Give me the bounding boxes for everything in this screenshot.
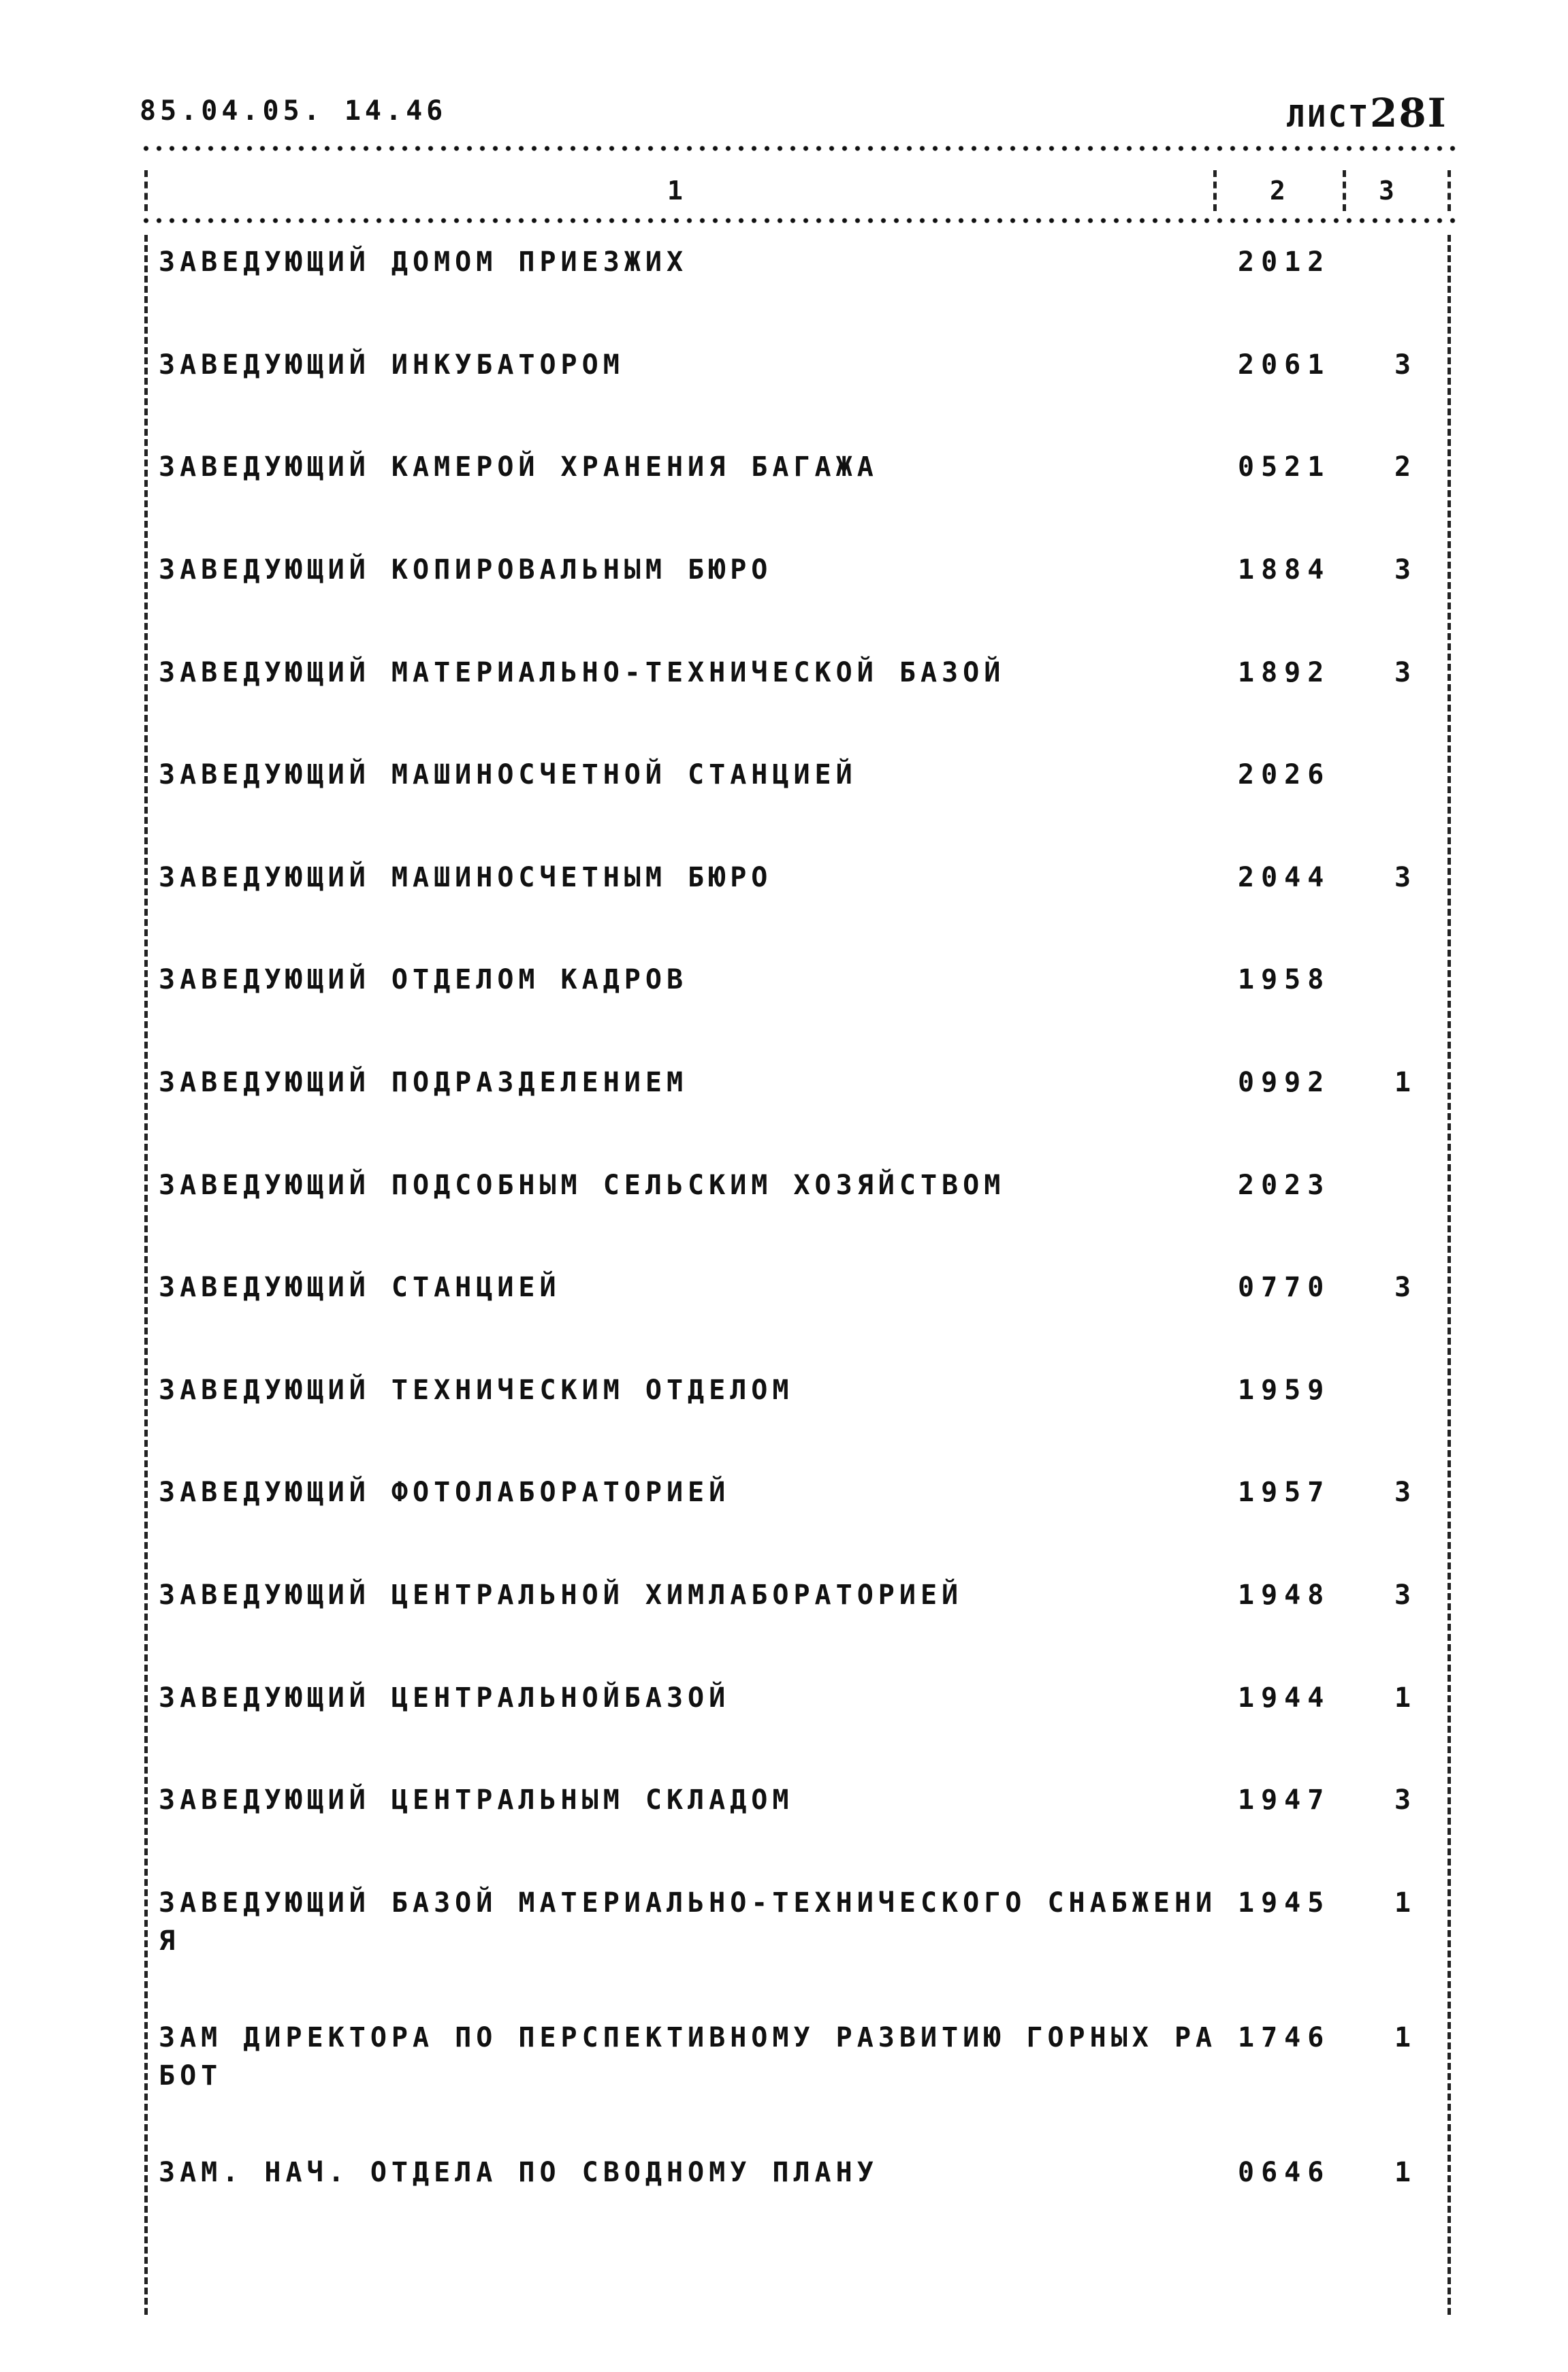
job-code: 1884 [1238,554,1331,586]
col-divider-1-head [1213,170,1217,211]
job-category: 3 [1394,1477,1411,1508]
job-code: 1948 [1238,1580,1331,1611]
header-star-rule [140,217,1457,225]
job-code: 1959 [1238,1375,1331,1406]
sheet-number: 28I [1369,90,1447,136]
job-category: 3 [1394,1272,1411,1303]
job-title: ЗАМ. НАЧ. ОТДЕЛА ПО СВОДНОМУ ПЛАНУ [159,2157,878,2188]
job-code: 0770 [1238,1272,1331,1303]
job-category: 3 [1394,1784,1411,1816]
col-divider-2-head [1343,170,1346,211]
sheet-label: ЛИСТ [1287,99,1370,134]
job-category: 1 [1394,2157,1411,2188]
sheet-header [1287,90,1447,136]
table-row [0,1473,1568,1569]
job-code: 0646 [1238,2157,1331,2188]
table-row [0,551,1568,646]
table-row [0,1063,1568,1159]
job-title: ЗАВЕДУЮЩИЙ КОПИРОВАЛЬНЫМ БЮРО [159,554,773,586]
job-title: ЗАВЕДУЮЩИЙ ОТДЕЛОМ КАДРОВ [159,964,688,995]
table-row [0,346,1568,441]
job-title: ЗАВЕДУЮЩИЙ МАТЕРИАЛЬНО-ТЕХНИЧЕСКОЙ БАЗОЙ [159,657,1006,688]
job-category: 2 [1394,451,1411,483]
table-row [0,2153,1568,2249]
job-category: 3 [1394,1580,1411,1611]
job-code: 1945 [1238,1887,1331,1919]
job-category: 3 [1394,657,1411,688]
job-title: ЗАВЕДУЮЩИЙ КАМЕРОЙ ХРАНЕНИЯ БАГАЖА [159,451,878,483]
column-header-2: 2 [1270,176,1285,206]
job-title: ЗАВЕДУЮЩИЙ ФОТОЛАБОРАТОРИЕЙ [159,1477,731,1508]
job-category: 3 [1394,349,1411,381]
job-title: ЗАВЕДУЮЩИЙ МАШИНОСЧЕТНОЙ СТАНЦИЕЙ [159,759,857,790]
job-category: 1 [1394,1682,1411,1714]
job-category: 1 [1394,1067,1411,1098]
job-title: ЗАВЕДУЮЩИЙ ЦЕНТРАЛЬНОЙБАЗОЙ [159,1682,731,1714]
job-title: ЗАВЕДУЮЩИЙ МАШИНОСЧЕТНЫМ БЮРО [159,862,773,893]
job-code: 2026 [1238,759,1331,790]
job-title: ЗАВЕДУЮЩИЙ ПОДСОБНЫМ СЕЛЬСКИМ ХОЗЯЙСТВОМ [159,1170,1006,1201]
right-border-head [1447,170,1451,211]
job-code: 2012 [1238,246,1331,278]
table-row [0,859,1568,954]
table-row [0,1268,1568,1364]
job-title: ЗАВЕДУЮЩИЙ ДОМОМ ПРИЕЗЖИХ [159,246,688,278]
table-row [0,654,1568,749]
table-row [0,1679,1568,1774]
job-title: ЗАВЕДУЮЩИЙ ПОДРАЗДЕЛЕНИЕМ [159,1067,688,1098]
top-star-rule [140,144,1457,153]
print-datetime: 85.04.05. 14.46 [140,95,447,127]
table-row [0,1781,1568,1876]
job-title: ЗАВЕДУЮЩИЙ ТЕХНИЧЕСКИМ ОТДЕЛОМ [159,1375,794,1406]
job-code: 0521 [1238,451,1331,483]
job-category: 3 [1394,862,1411,893]
job-code: 1958 [1238,964,1331,995]
job-code: 2044 [1238,862,1331,893]
job-code: 1957 [1238,1477,1331,1508]
table-row [0,1166,1568,1262]
job-code: 2061 [1238,349,1331,381]
table-row [0,243,1568,338]
job-code: 1944 [1238,1682,1331,1714]
job-code: 2023 [1238,1170,1331,1201]
job-title: ЗАВЕДУЮЩИЙ ЦЕНТРАЛЬНЫМ СКЛАДОМ [159,1784,794,1816]
job-title: ЗАВЕДУЮЩИЙ БАЗОЙ МАТЕРИАЛЬНО-ТЕХНИЧЕСКОГО СНАБЖЕНИ Я [159,1887,1217,1957]
table-row [0,1371,1568,1467]
table-row [0,1884,1568,1979]
table-row [0,2019,1568,2114]
table-row [0,756,1568,851]
job-category: 1 [1394,2022,1411,2053]
job-title: ЗАВЕДУЮЩИЙ ИНКУБАТОРОМ [159,349,624,381]
job-title: ЗАМ ДИРЕКТОРА ПО ПЕРСПЕКТИВНОМУ РАЗВИТИЮ ГОРНЫХ РА БОТ [159,2022,1217,2091]
table-row [0,448,1568,543]
job-category: 3 [1394,554,1411,586]
job-code: 1947 [1238,1784,1331,1816]
job-code: 1746 [1238,2022,1331,2053]
job-category: 1 [1394,1887,1411,1919]
column-header-1: 1 [667,176,683,206]
table-row [0,961,1568,1056]
job-title: ЗАВЕДУЮЩИЙ СТАНЦИЕЙ [159,1272,561,1303]
column-header-3: 3 [1379,176,1394,206]
left-border-head [144,170,148,211]
table-row [0,1576,1568,1671]
job-title: ЗАВЕДУЮЩИЙ ЦЕНТРАЛЬНОЙ ХИМЛАБОРАТОРИЕЙ [159,1580,963,1611]
job-code: 0992 [1238,1067,1331,1098]
job-code: 1892 [1238,657,1331,688]
